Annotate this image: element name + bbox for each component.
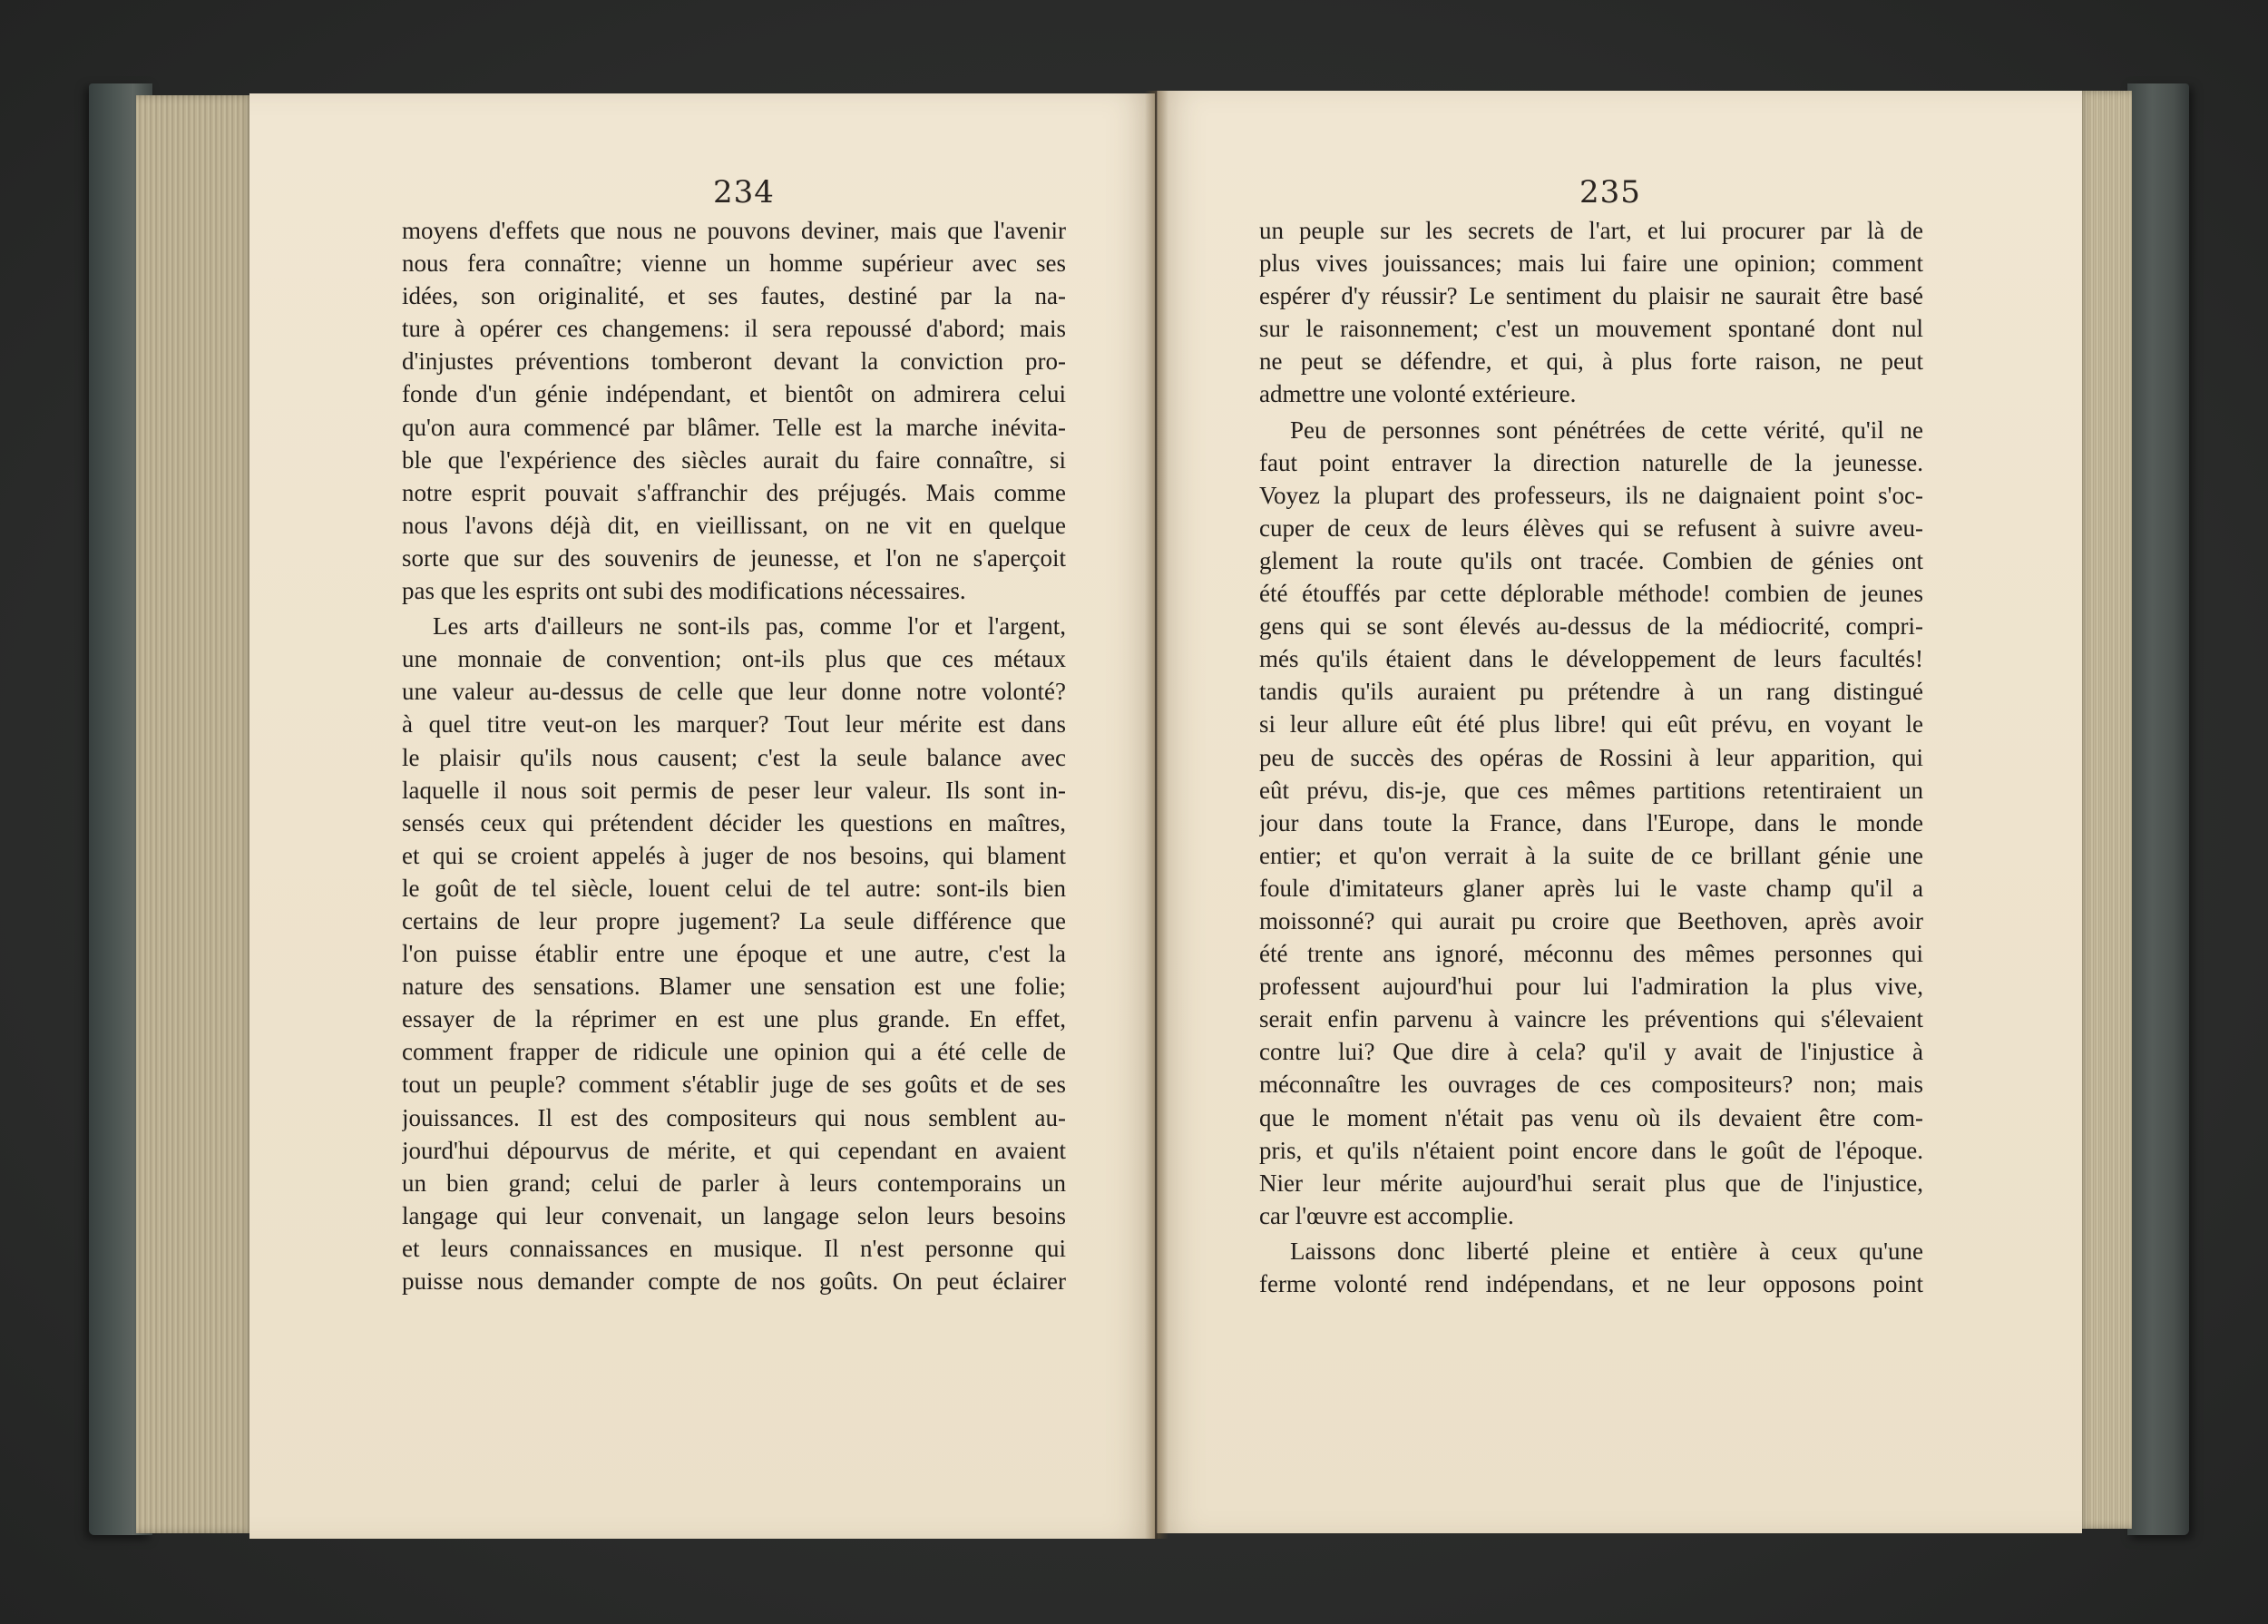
page-edges-right bbox=[2077, 91, 2132, 1529]
book-gutter bbox=[1145, 91, 1168, 1539]
text-line: nature des sensations. Blamer une sensation est une folie; bbox=[402, 973, 1066, 1001]
text-line: à quel titre veut-on les marquer? Tout leur mérite est dans bbox=[402, 710, 1066, 739]
text-line: ble que l'expérience des siècles aurait du faire connaître, si bbox=[402, 445, 1066, 474]
text-line: laquelle il nous soit permis de peser leur valeur. Ils sont in- bbox=[402, 776, 1066, 804]
text-line: moyens d'effets que nous ne pouvons deviner, mais que l'avenir bbox=[402, 217, 1066, 244]
text-line: ferme volonté rend indépendans, et ne leur opposons point bbox=[1259, 1270, 1923, 1297]
text-line: tout un peuple? comment s'établir juge de ses goûts et de ses bbox=[402, 1071, 1066, 1099]
text-line: langage qui leur convenait, un langage selon leurs besoins bbox=[402, 1201, 1066, 1229]
text-line: espérer d'y réussir? Le sentiment du plaisir ne saurait être basé bbox=[1259, 282, 1923, 310]
text-line: sur le raisonnement; c'est un mouvement spontané dont nul bbox=[1259, 315, 1923, 343]
text-line: une valeur au-dessus de celle que leur donne notre volonté? bbox=[402, 678, 1066, 706]
text-line: été étouffés par cette déplorable méthode! combien de jeunes bbox=[1259, 580, 1923, 608]
text-line: nous fera connaître; vienne un homme supérieur avec ses bbox=[402, 249, 1066, 278]
text-line: cuper de ceux de leurs élèves qui se refusent à suivre aveu- bbox=[1259, 514, 1923, 542]
text-line: le goût de tel siècle, louent celui de tel autre: sont-ils bien bbox=[402, 874, 1066, 902]
text-line: puisse nous demander compte de nos goûts. On peut éclairer bbox=[402, 1267, 1066, 1295]
text-line: foule d'imitateurs glaner après lui le vaste champ qu'il a bbox=[1259, 874, 1923, 902]
text-line: un peuple sur les secrets de l'art, et lui procurer par là de bbox=[1259, 217, 1923, 244]
text-line: gens qui se sont élevés au-dessus de la médiocrité, compri- bbox=[1259, 612, 1923, 641]
page-edges-left bbox=[136, 95, 254, 1533]
text-line: més qu'ils étaient dans le développement de leurs facultés! bbox=[1259, 645, 1923, 673]
text-line: professent aujourd'hui pour lui l'admiration la plus vive, bbox=[1259, 973, 1923, 1001]
page-number-left: 234 bbox=[713, 174, 775, 210]
page-number-right: 235 bbox=[1579, 174, 1641, 210]
text-line: été trente ans ignoré, méconnu des mêmes personnes qui bbox=[1259, 940, 1923, 968]
text-line: Nier leur mérite aujourd'hui serait plus que de l'injustice, bbox=[1259, 1169, 1923, 1197]
text-line: car l'œuvre est accomplie. bbox=[1259, 1201, 1514, 1229]
text-line: comment frapper de ridicule une opinion qui a été celle de bbox=[402, 1038, 1066, 1066]
text-line: d'injustes préventions tomberont devant la conviction pro- bbox=[402, 347, 1066, 376]
text-line: méconnaître les ouvrages de ces compositeurs? non; mais bbox=[1259, 1071, 1923, 1099]
text-line: que le moment n'était pas venu où ils devaient être com- bbox=[1259, 1103, 1923, 1131]
text-line: jouissances. Il est des compositeurs qui nous semblent au- bbox=[402, 1103, 1066, 1131]
text-line: une monnaie de convention; ont-ils plus que ces métaux bbox=[402, 645, 1066, 673]
text-line: ne peut se défendre, et qui, à plus forte raison, ne peut bbox=[1259, 347, 1923, 376]
text-line: ture à opérer ces changemens: il sera repoussé d'abord; mais bbox=[402, 315, 1066, 343]
left-page-text bbox=[402, 214, 1066, 1297]
text-line: moissonné? qui aurait pu croire que Beethoven, après avoir bbox=[1259, 906, 1923, 934]
text-line: serait enfin parvenu à vaincre les préventions qui s'élevaient bbox=[1259, 1005, 1923, 1033]
text-line: admettre une volonté extérieure. bbox=[1259, 380, 1577, 408]
text-line: pris, et qu'ils n'étaient point encore dans le goût de l'époque. bbox=[1259, 1136, 1923, 1164]
text-line: Peu de personnes sont pénétrées de cette vérité, qu'il ne bbox=[1290, 416, 1923, 444]
text-line: Voyez la plupart des professeurs, ils ne daignaient point s'oc- bbox=[1259, 481, 1923, 509]
text-line: glement la route qu'ils ont tracée. Combien de génies ont bbox=[1259, 546, 1923, 574]
text-line: notre esprit pouvait s'affranchir des préjugés. Mais comme bbox=[402, 478, 1066, 506]
text-line: plus vives jouissances; mais lui faire une opinion; comment bbox=[1259, 249, 1923, 278]
text-line: sensés ceux qui prétendent décider les questions en maîtres, bbox=[402, 808, 1066, 836]
text-line: contre lui? Que dire à cela? qu'il y avait de l'injustice à bbox=[1259, 1038, 1923, 1066]
text-line: tandis qu'ils auraient pu prétendre à un rang distingué bbox=[1259, 678, 1923, 706]
text-line: si leur allure eût été plus libre! qui eût prévu, en voyant le bbox=[1259, 710, 1923, 739]
text-line: certains de leur propre jugement? La seule différence que bbox=[402, 906, 1066, 934]
text-line: faut point entraver la direction naturelle de la jeunesse. bbox=[1259, 448, 1923, 476]
text-line: sorte que sur des souvenirs de jeunesse, et l'on ne s'aperçoit bbox=[402, 543, 1066, 572]
text-line: le plaisir qu'ils nous causent; c'est la seule balance avec bbox=[402, 743, 1066, 771]
text-line: Les arts d'ailleurs ne sont-ils pas, comme l'or et l'argent, bbox=[433, 612, 1066, 641]
text-line: jour dans toute la France, dans l'Europe, dans le monde bbox=[1259, 808, 1923, 836]
text-line: qu'on aura commencé par blâmer. Telle est la marche inévita- bbox=[402, 413, 1066, 441]
text-line: et leurs connaissances en musique. Il n'est personne qui bbox=[402, 1234, 1066, 1262]
text-line: pas que les esprits ont subi des modifications nécessaires. bbox=[402, 577, 966, 605]
text-line: et qui se croient appelés à juger de nos besoins, qui blament bbox=[402, 841, 1066, 869]
text-line: nous l'avons déjà dit, en vieillissant, on ne vit en quelque bbox=[402, 511, 1066, 539]
text-line: fonde d'un génie indépendant, et bientôt on admirera celui bbox=[402, 380, 1066, 408]
text-line: entier; et qu'on verrait à la suite de ce brillant génie une bbox=[1259, 841, 1923, 869]
text-line: peu de succès des opéras de Rossini à leur apparition, qui bbox=[1259, 743, 1923, 771]
text-line: Laissons donc liberté pleine et entière à ceux qu'une bbox=[1290, 1237, 1923, 1265]
book-cover-right bbox=[2127, 83, 2189, 1535]
text-line: idées, son originalité, et ses fautes, destiné par la na- bbox=[402, 282, 1066, 310]
text-line: jourd'hui dépourvus de mérite, et qui cependant en avaient bbox=[402, 1136, 1066, 1164]
text-line: l'on puisse établir entre une époque et une autre, c'est la bbox=[402, 940, 1066, 968]
text-line: un bien grand; celui de parler à leurs contemporains un bbox=[402, 1169, 1066, 1197]
text-line: eût prévu, dis-je, que ces mêmes partitions retentiraient un bbox=[1259, 776, 1923, 804]
right-page-text bbox=[1259, 214, 1923, 1300]
text-line: essayer de la réprimer en est une plus grande. En effet, bbox=[402, 1005, 1066, 1033]
